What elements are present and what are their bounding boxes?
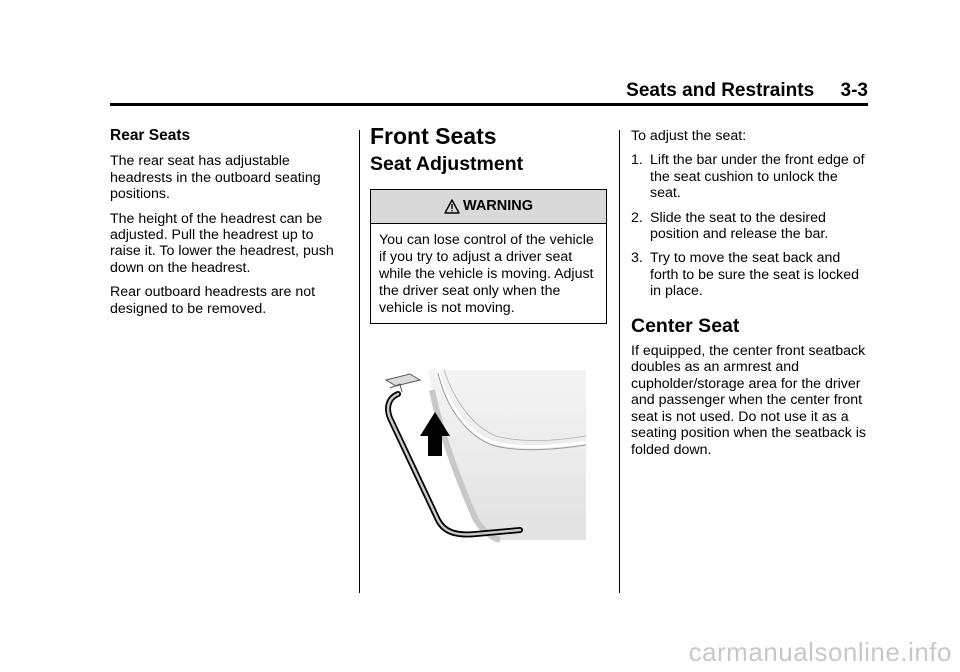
paragraph: The rear seat has adjustable headrests in the outboard seating positions. (110, 153, 321, 203)
seat-adjust-bar-illustration (380, 370, 590, 545)
paragraph: If equipped, the center front seatback doubles as an armrest and cupholder/storage area for the driver and passenger when the center front seat is not used. Do not use it as a seating position when the seatback is folded down. (631, 343, 867, 458)
page-header-title: Seats and Restraints 3-3 (626, 80, 868, 101)
step-text: Try to move the seat back and forth to be sure the seat is locked in place. (650, 250, 859, 300)
warning-text: You can lose control of the vehicle if you try to adjust a driver seat while the vehicle is moving. Adjust the driver seat only when the vehicle is not moving. (379, 231, 594, 316)
step-number: 3. (631, 250, 643, 267)
list-item (631, 210, 871, 243)
left-column (110, 128, 345, 325)
paragraph: The height of the headrest can be adjusted. Pull the headrest up to raise it. To lower the headrest, push down on the headrest. (110, 210, 334, 276)
rear-seats-heading: Rear Seats (110, 127, 191, 144)
column-divider-left (359, 130, 360, 593)
paragraph: Rear outboard headrests are not designed to be removed. (110, 284, 316, 317)
column-divider-right (619, 130, 620, 593)
warning-box (370, 189, 607, 324)
steps-list (631, 152, 871, 299)
right-column (631, 128, 871, 466)
step-number: 2. (631, 209, 643, 226)
list-item (631, 250, 871, 299)
middle-column (370, 123, 610, 324)
step-number: 1. (631, 152, 643, 169)
watermark: carmanualsonline.info (688, 637, 952, 667)
warning-label: WARNING (462, 198, 534, 215)
center-seat-heading: Center Seat (631, 314, 740, 337)
front-seats-title: Front Seats (370, 123, 497, 149)
step-text: Slide the seat to the desired position and release the bar. (650, 209, 829, 243)
seat-adjustment-subtitle: Seat Adjustment (370, 153, 524, 176)
step-text: Lift the bar under the front edge of the seat cushion to unlock the seat. (650, 152, 865, 202)
header-rule (110, 103, 868, 106)
intro-text: To adjust the seat: (631, 128, 747, 144)
list-item (631, 152, 871, 201)
warning-header (371, 190, 606, 224)
warning-triangle-icon (444, 199, 460, 214)
